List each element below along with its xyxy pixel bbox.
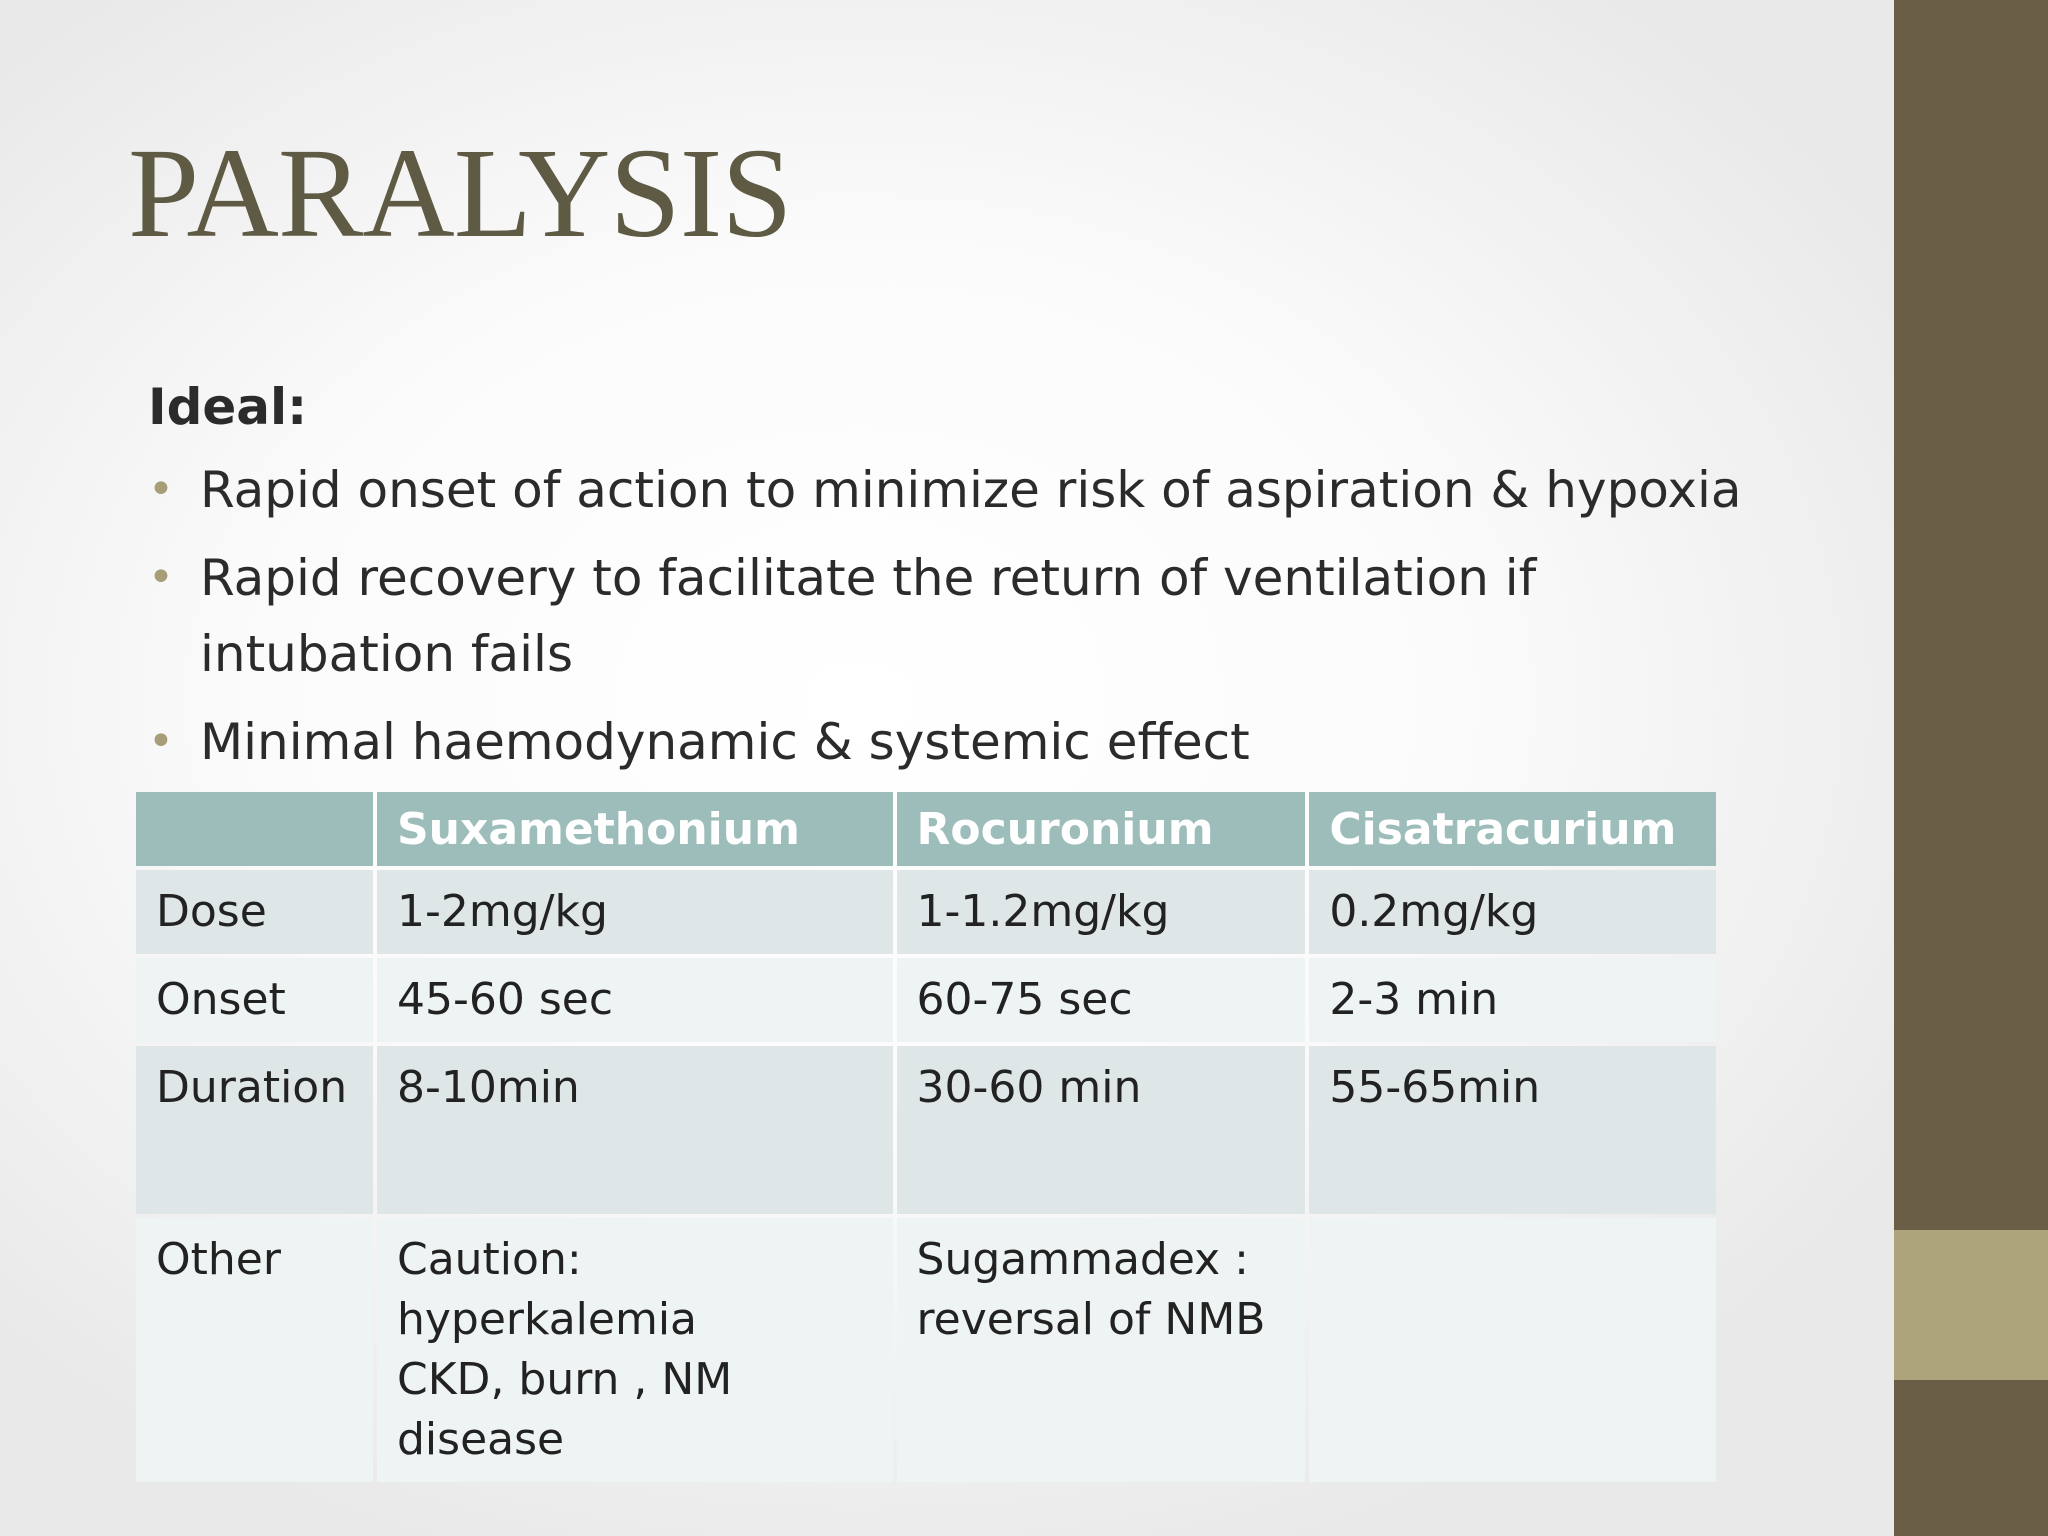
table-header-empty: [136, 792, 373, 866]
table-row-onset: [136, 958, 1716, 1042]
row-label: Duration: [136, 1046, 373, 1214]
bullet-item: [148, 540, 1788, 692]
bullet-text: Minimal haemodynamic & systemic effect: [200, 713, 1250, 771]
bullet-item: [148, 452, 1788, 528]
table-cell: 30-60 min: [897, 1046, 1306, 1214]
table-header-cisatracurium: Cisatracurium: [1309, 792, 1716, 866]
row-label: Other: [136, 1218, 373, 1482]
table-cell: 60-75 sec: [897, 958, 1306, 1042]
cell-line: CKD, burn , NM disease: [396, 1354, 733, 1465]
bullet-dot-icon: •: [148, 716, 174, 767]
bullet-dot-icon: •: [148, 552, 174, 603]
table-row-dose: [136, 870, 1716, 954]
table-header-row: [136, 792, 1716, 866]
subheading: Ideal:: [148, 378, 308, 436]
sidebar-accent-block: [1894, 1230, 2048, 1380]
table-cell: [377, 1218, 893, 1482]
table-cell: 8-10min: [377, 1046, 893, 1214]
table-header-rocuronium: Rocuronium: [897, 792, 1306, 866]
bullet-text: Rapid onset of action to minimize risk of aspiration & hypoxia: [200, 461, 1742, 519]
drug-comparison-table: [132, 788, 1720, 1486]
row-label: Dose: [136, 870, 373, 954]
bullet-dot-icon: •: [148, 464, 174, 515]
table-cell: 55-65min: [1309, 1046, 1716, 1214]
cell-line: Sugammadex :: [916, 1234, 1249, 1285]
cell-line: Caution: hyperkalemia: [396, 1234, 698, 1345]
table-row-other: [136, 1218, 1716, 1482]
row-label: Onset: [136, 958, 373, 1042]
table-cell: 2-3 min: [1309, 958, 1716, 1042]
bullet-item: [148, 704, 1788, 780]
slide-content: [148, 372, 1788, 792]
table-cell: 1-1.2mg/kg: [897, 870, 1306, 954]
table-cell: 1-2mg/kg: [377, 870, 893, 954]
drug-comparison-table-wrapper: [136, 792, 1724, 1482]
table-cell: [897, 1218, 1306, 1482]
bullet-text: Rapid recovery to facilitate the return of ventilation if intubation fails: [200, 549, 1537, 683]
table-row-duration: [136, 1046, 1716, 1214]
bullet-list: [148, 452, 1788, 780]
cell-line: reversal of NMB: [916, 1294, 1266, 1345]
table-header-suxamethonium: Suxamethonium: [377, 792, 893, 866]
slide-title: PARALYSIS: [128, 122, 792, 264]
table-cell: 45-60 sec: [377, 958, 893, 1042]
table-cell-empty: [1309, 1218, 1716, 1482]
table-cell: 0.2mg/kg: [1309, 870, 1716, 954]
